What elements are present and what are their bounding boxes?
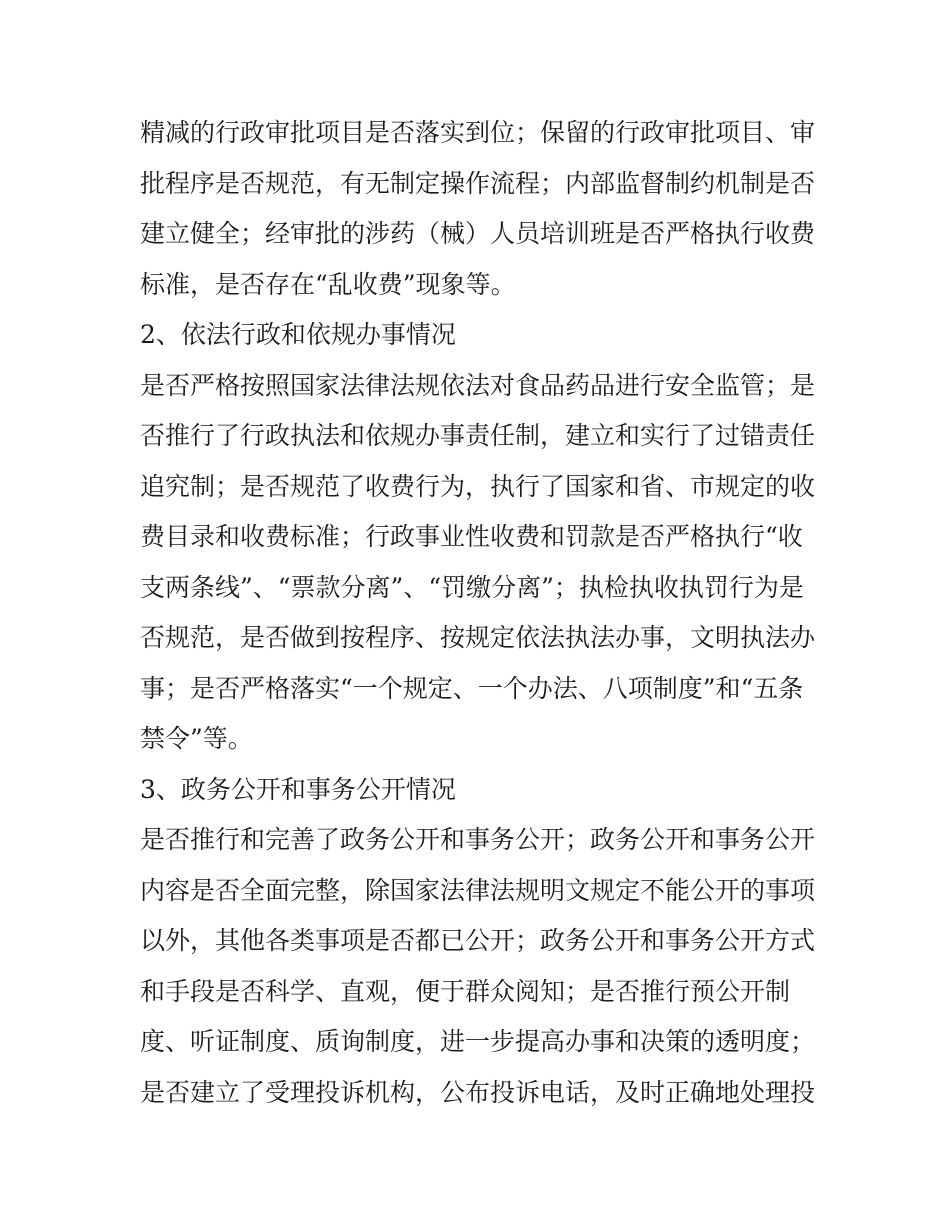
text-line-9: 费目录和收费标准；行政事业性收费和罚款是否严格执行“收 bbox=[140, 522, 803, 551]
text-line-20: 是否建立了受理投诉机构，公布投诉电话，及时正确地处理投 bbox=[140, 1077, 816, 1107]
text-line-12: 事；是否严格落实“一个规定、一个办法、八项制度”和“五条 bbox=[140, 673, 804, 703]
text-line-1: 精减的行政审批项目是否落实到位；保留的行政审批项目、审 bbox=[140, 118, 816, 147]
text-line-7: 否推行了行政执法和依规办事责任制，建立和实行了过错责任 bbox=[140, 421, 816, 450]
text-line-11: 否规范，是否做到按程序、按规定依法执法办事，文明执法办 bbox=[140, 623, 816, 652]
text-line-16: 内容是否全面完整，除国家法律法规明文规定不能公开的事项 bbox=[140, 875, 816, 905]
text-line-10: 支两条线”、“票款分离”、“罚缴分离”；执检执收执罚行为是 bbox=[140, 572, 804, 602]
text-line-6: 是否严格按照国家法律法规依法对食品药品进行安全监管；是 bbox=[140, 370, 816, 400]
text-line-3: 建立健全；经审批的涉药（械）人员培训班是否严格执行收费 bbox=[140, 219, 816, 248]
document-body bbox=[140, 108, 816, 1118]
text-line-19: 度、听证制度、质询制度，进一步提高办事和决策的透明度； bbox=[140, 1027, 816, 1056]
section-heading-2: 2、依法行政和依规办事情况 bbox=[140, 320, 456, 349]
text-line-15: 是否推行和完善了政务公开和事务公开；政务公开和事务公开 bbox=[140, 825, 816, 854]
text-line-8: 追究制；是否规范了收费行为，执行了国家和省、市规定的收 bbox=[140, 471, 816, 501]
text-line-4: 标准，是否存在“乱收费”现象等。 bbox=[140, 269, 516, 299]
text-line-13: 禁令”等。 bbox=[140, 724, 253, 753]
text-line-18: 和手段是否科学、直观，便于群众阅知；是否推行预公开制 bbox=[140, 976, 791, 1006]
section-heading-3: 3、政务公开和事务公开情况 bbox=[140, 774, 456, 804]
text-line-17: 以外，其他各类事项是否都已公开；政务公开和事务公开方式 bbox=[140, 926, 816, 955]
text-line-2: 批程序是否规范，有无制定操作流程；内部监督制约机制是否 bbox=[140, 168, 816, 198]
